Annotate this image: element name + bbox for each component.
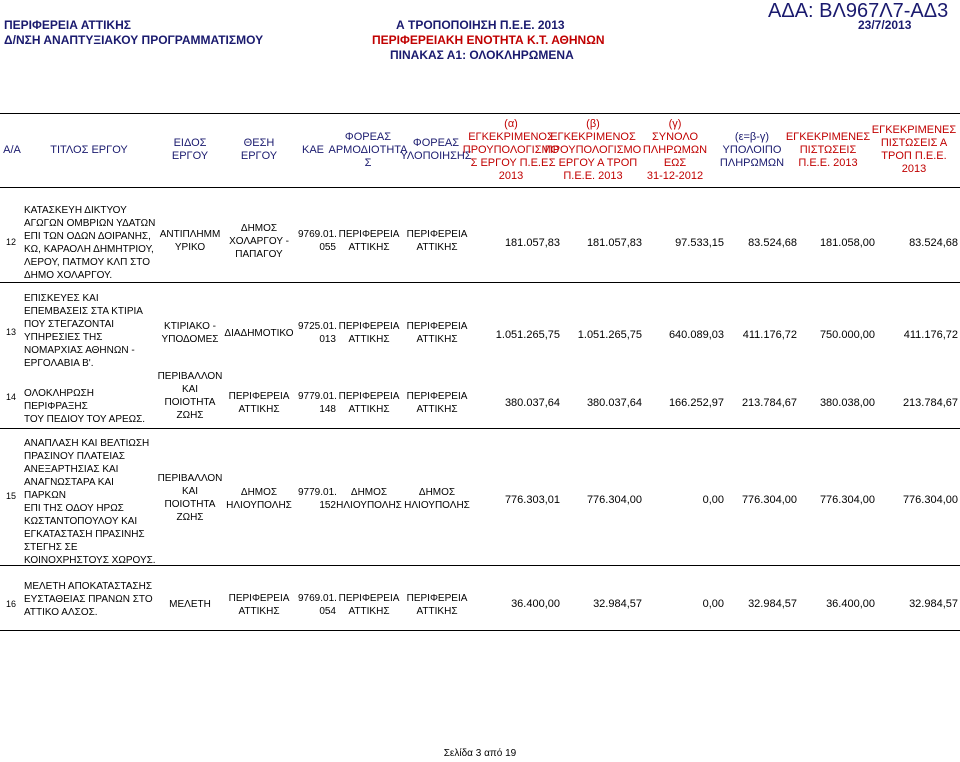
col-title: ΤΙΤΛΟΣ ΕΡΓΟΥ bbox=[50, 143, 128, 156]
row-title: ΕΠΙΣΚΕΥΕΣ ΚΑΙ ΕΠΕΜΒΑΣΕΙΣ ΣΤΑ ΚΤΙΡΙΑ ΠΟΥ ΣΤΕΓΑΖΟΝΤΑΙ ΥΠΗΡΕΣΙΕΣ ΤΗΣ ΝΟΜΑΡΧΙΑΣ ΑΘΗΝΩΝ - ΕΡΓΟΛΑΒΙΑ Β'. bbox=[24, 293, 143, 369]
row-payments: 0,00 bbox=[702, 598, 724, 610]
amendment-title: Α ΤΡΟΠΟΠΟΙΗΣΗ Π.Ε.Ε. 2013 bbox=[396, 18, 565, 32]
row-budget-b: 32.984,57 bbox=[593, 598, 642, 610]
row-implementer: ΠΕΡΙΦΕΡΕΙΑ ΑΤΤΙΚΗΣ bbox=[406, 229, 468, 253]
col-implementer: ΦΟΡΕΑΣ ΥΛΟΠΟΙΗΣΗΣ bbox=[400, 137, 472, 162]
row-location: ΔΗΜΟΣ ΗΛΙΟΥΠΟΛΗΣ bbox=[226, 487, 292, 511]
row-payments: 166.252,97 bbox=[668, 397, 724, 409]
row-payments: 97.533,15 bbox=[675, 237, 724, 249]
row-kae: 9769.01. 055 bbox=[298, 229, 337, 253]
row-aa: 13 bbox=[6, 327, 17, 337]
col-kae: ΚΑΕ bbox=[301, 143, 324, 156]
row-credits: 776.304,00 bbox=[819, 494, 875, 506]
row-type: ΚΤΙΡΙΑΚΟ - ΥΠΟΔΟΜΕΣ bbox=[161, 321, 219, 345]
header-bottom-rule bbox=[0, 187, 960, 188]
row-remaining: 213.784,67 bbox=[741, 397, 797, 409]
row-budget-a: 36.400,00 bbox=[511, 598, 560, 610]
row-divider bbox=[0, 428, 960, 429]
row-title: ΑΝΑΠΛΑΣΗ ΚΑΙ ΒΕΛΤΙΩΣΗ ΠΡΑΣΙΝΟΥ ΠΛΑΤΕΙΑΣ ΑΝΕΞΑΡΤΗΣΙΑΣ ΚΑΙ ΑΝΑΓΝΩΣΤΑΡΑ ΚΑΙ ΠΑΡΚΩΝ ΕΠΙ ΤΗΣ ΟΔΟΥ ΗΡΩΣ ΚΩΣΤΑΝΤΟΠΟΥΛΟΥ ΚΑΙ ΕΓΚΑΤΑΣΤΑΣΗ ΠΡΑΣΙΝΗΣ ΣΤΕΓΗΣ ΣΕ ΚΟΙΝΟΧΡΗΣΤΟΥΣ ΧΩΡΟΥΣ. bbox=[24, 438, 156, 566]
col-payments: (γ) ΣΥΝΟΛΟ ΠΛΗΡΩΜΩΝ ΕΩΣ 31-12-2012 bbox=[642, 117, 708, 182]
row-credits: 36.400,00 bbox=[826, 598, 875, 610]
row-kae: 9779.01. 152 bbox=[298, 487, 337, 511]
row-implementer: ΠΕΡΙΦΕΡΕΙΑ ΑΤΤΙΚΗΣ bbox=[406, 321, 468, 345]
row-location: ΠΕΡΙΦΕΡΕΙΑ ΑΤΤΙΚΗΣ bbox=[228, 593, 290, 617]
row-remaining: 32.984,57 bbox=[748, 598, 797, 610]
row-budget-b: 181.057,83 bbox=[586, 237, 642, 249]
row-authority: ΠΕΡΙΦΕΡΕΙΑ ΑΤΤΙΚΗΣ bbox=[338, 229, 400, 253]
row-remaining: 411.176,72 bbox=[742, 329, 797, 341]
row-type: ΠΕΡΙΒΑΛΛΟΝ ΚΑΙ ΠΟΙΟΤΗΤΑ ΖΩΗΣ bbox=[157, 371, 223, 421]
row-aa: 15 bbox=[6, 491, 17, 501]
row-kae: 9779.01. 148 bbox=[298, 391, 337, 415]
row-remaining: 83.524,68 bbox=[748, 237, 797, 249]
ada-code: ΑΔΑ: ΒΛ967Λ7-ΑΔ3 bbox=[768, 0, 949, 22]
document-date: 23/7/2013 bbox=[858, 18, 912, 32]
row-authority: ΔΗΜΟΣ ΗΛΙΟΥΠΟΛΗΣ bbox=[336, 487, 402, 511]
col-credits-a: ΕΓΚΕΚΡΙΜΕΝΕΣ ΠΙΣΤΩΣΕΙΣ Α ΤΡΟΠ Π.Ε.Ε. 2013 bbox=[871, 124, 957, 175]
row-budget-b: 380.037,64 bbox=[586, 397, 642, 409]
col-aa: Α/Α bbox=[3, 143, 21, 156]
region-title: ΠΕΡΙΦΕΡΕΙΑ ΑΤΤΙΚΗΣ bbox=[4, 18, 131, 32]
col-budget-a: (α) ΕΓΚΕΚΡΙΜΕΝΟΣ ΠΡΟΥΠΟΛΟΓΙΣΜΟ Σ ΕΡΓΟΥ Π.Ε.Ε. 2013 bbox=[462, 117, 560, 182]
row-credits: 750.000,00 bbox=[819, 329, 875, 341]
table-bottom-rule bbox=[0, 630, 960, 631]
row-credits-a: 776.304,00 bbox=[902, 494, 958, 506]
page-number: Σελίδα 3 από 19 bbox=[443, 748, 517, 759]
table-top-rule bbox=[0, 113, 960, 114]
row-type: ΠΕΡΙΒΑΛΛΟΝ ΚΑΙ ΠΟΙΟΤΗΤΑ ΖΩΗΣ bbox=[157, 473, 223, 523]
row-credits-a: 83.524,68 bbox=[909, 237, 958, 249]
row-credits-a: 411.176,72 bbox=[903, 329, 958, 341]
row-budget-a: 776.303,01 bbox=[504, 494, 560, 506]
row-type: ΜΕΛΕΤΗ bbox=[169, 599, 211, 610]
row-authority: ΠΕΡΙΦΕΡΕΙΑ ΑΤΤΙΚΗΣ bbox=[338, 321, 400, 345]
row-implementer: ΔΗΜΟΣ ΗΛΙΟΥΠΟΛΗΣ bbox=[404, 487, 470, 511]
row-budget-a: 380.037,64 bbox=[504, 397, 560, 409]
row-credits-a: 32.984,57 bbox=[909, 598, 958, 610]
unit-title: ΠΕΡΙΦΕΡΕΙΑΚΗ ΕΝΟΤΗΤΑ Κ.Τ. ΑΘΗΝΩΝ bbox=[372, 33, 605, 47]
row-credits: 380.038,00 bbox=[819, 397, 875, 409]
row-implementer: ΠΕΡΙΦΕΡΕΙΑ ΑΤΤΙΚΗΣ bbox=[406, 391, 468, 415]
row-kae: 9725.01. 013 bbox=[298, 321, 337, 345]
col-authority: ΦΟΡΕΑΣ ΑΡΜΟΔΙΟΤΗΤΑ Σ bbox=[328, 130, 408, 169]
row-payments: 640.089,03 bbox=[668, 329, 724, 341]
col-credits: ΕΓΚΕΚΡΙΜΕΝΕΣ ΠΙΣΤΩΣΕΙΣ Π.Ε.Ε. 2013 bbox=[785, 130, 871, 169]
row-aa: 14 bbox=[6, 392, 17, 402]
col-location: ΘΕΣΗ ΕΡΓΟΥ bbox=[240, 137, 278, 162]
row-title: ΚΑΤΑΣΚΕΥΗ ΔΙΚΤΥΟΥ ΑΓΩΓΩΝ ΟΜΒΡΙΩΝ ΥΔΑΤΩΝ ΕΠΙ ΤΩΝ ΟΔΩΝ ΔΟΙΡΑΝΗΣ, ΚΩ, ΚΑΡΑΟΛΗ ΔΗΜΗΤΡΙΟΥ, ΛΕΡΟΥ, ΠΑΤΜΟΥ ΚΛΠ ΣΤΟ ΔΗΜΟ ΧΟΛΑΡΓΟΥ. bbox=[24, 205, 156, 281]
row-title: ΟΛΟΚΛΗΡΩΣΗ ΠΕΡΙΦΡΑΞΗΣ ΤΟΥ ΠΕΔΙΟΥ ΤΟΥ ΑΡΕΩΣ. bbox=[24, 388, 146, 425]
row-kae: 9769.01. 054 bbox=[298, 593, 337, 617]
table-title: ΠΙΝΑΚΑΣ Α1: ΟΛΟΚΛΗΡΩΜΕΝΑ bbox=[390, 48, 574, 62]
row-aa: 12 bbox=[6, 237, 17, 247]
row-credits-a: 213.784,67 bbox=[902, 397, 958, 409]
col-budget-b: (β) ΕΓΚΕΚΡΙΜΕΝΟΣ ΠΡΟΥΠΟΛΟΓΙΣΜΟ Σ ΕΡΓΟΥ Α ΤΡΟΠ Π.Ε.Ε. 2013 bbox=[544, 117, 642, 182]
row-location: ΔΙΑΔΗΜΟΤΙΚΟ bbox=[224, 328, 294, 339]
row-authority: ΠΕΡΙΦΕΡΕΙΑ ΑΤΤΙΚΗΣ bbox=[338, 391, 400, 415]
row-aa: 16 bbox=[6, 599, 17, 609]
col-type: ΕΙΔΟΣ ΕΡΓΟΥ bbox=[171, 137, 209, 162]
col-remaining: (ε=β-γ) ΥΠΟΛΟΙΠΟ ΠΛΗΡΩΜΩΝ bbox=[719, 130, 785, 169]
row-authority: ΠΕΡΙΦΕΡΕΙΑ ΑΤΤΙΚΗΣ bbox=[338, 593, 400, 617]
row-budget-b: 1.051.265,75 bbox=[577, 329, 642, 341]
directorate-title: Δ/ΝΣΗ ΑΝΑΠΤΥΞΙΑΚΟΥ ΠΡΟΓΡΑΜΜΑΤΙΣΜΟΥ bbox=[4, 33, 264, 47]
row-budget-a: 181.057,83 bbox=[504, 237, 560, 249]
row-remaining: 776.304,00 bbox=[741, 494, 797, 506]
row-budget-a: 1.051.265,75 bbox=[495, 329, 560, 341]
row-type: ΑΝΤΙΠΛΗΜΜ ΥΡΙΚΟ bbox=[159, 229, 221, 253]
row-credits: 181.058,00 bbox=[819, 237, 875, 249]
row-payments: 0,00 bbox=[702, 494, 724, 506]
row-budget-b: 776.304,00 bbox=[586, 494, 642, 506]
row-divider bbox=[0, 282, 960, 283]
row-implementer: ΠΕΡΙΦΕΡΕΙΑ ΑΤΤΙΚΗΣ bbox=[406, 593, 468, 617]
row-title: ΜΕΛΕΤΗ ΑΠΟΚΑΤΑΣΤΑΣΗΣ ΕΥΣΤΑΘΕΙΑΣ ΠΡΑΝΩΝ ΣΤΟ ΑΤΤΙΚΟ ΑΛΣΟΣ. bbox=[24, 581, 153, 618]
row-location: ΠΕΡΙΦΕΡΕΙΑ ΑΤΤΙΚΗΣ bbox=[228, 391, 290, 415]
row-location: ΔΗΜΟΣ ΧΟΛΑΡΓΟΥ - ΠΑΠΑΓΟΥ bbox=[229, 223, 289, 260]
